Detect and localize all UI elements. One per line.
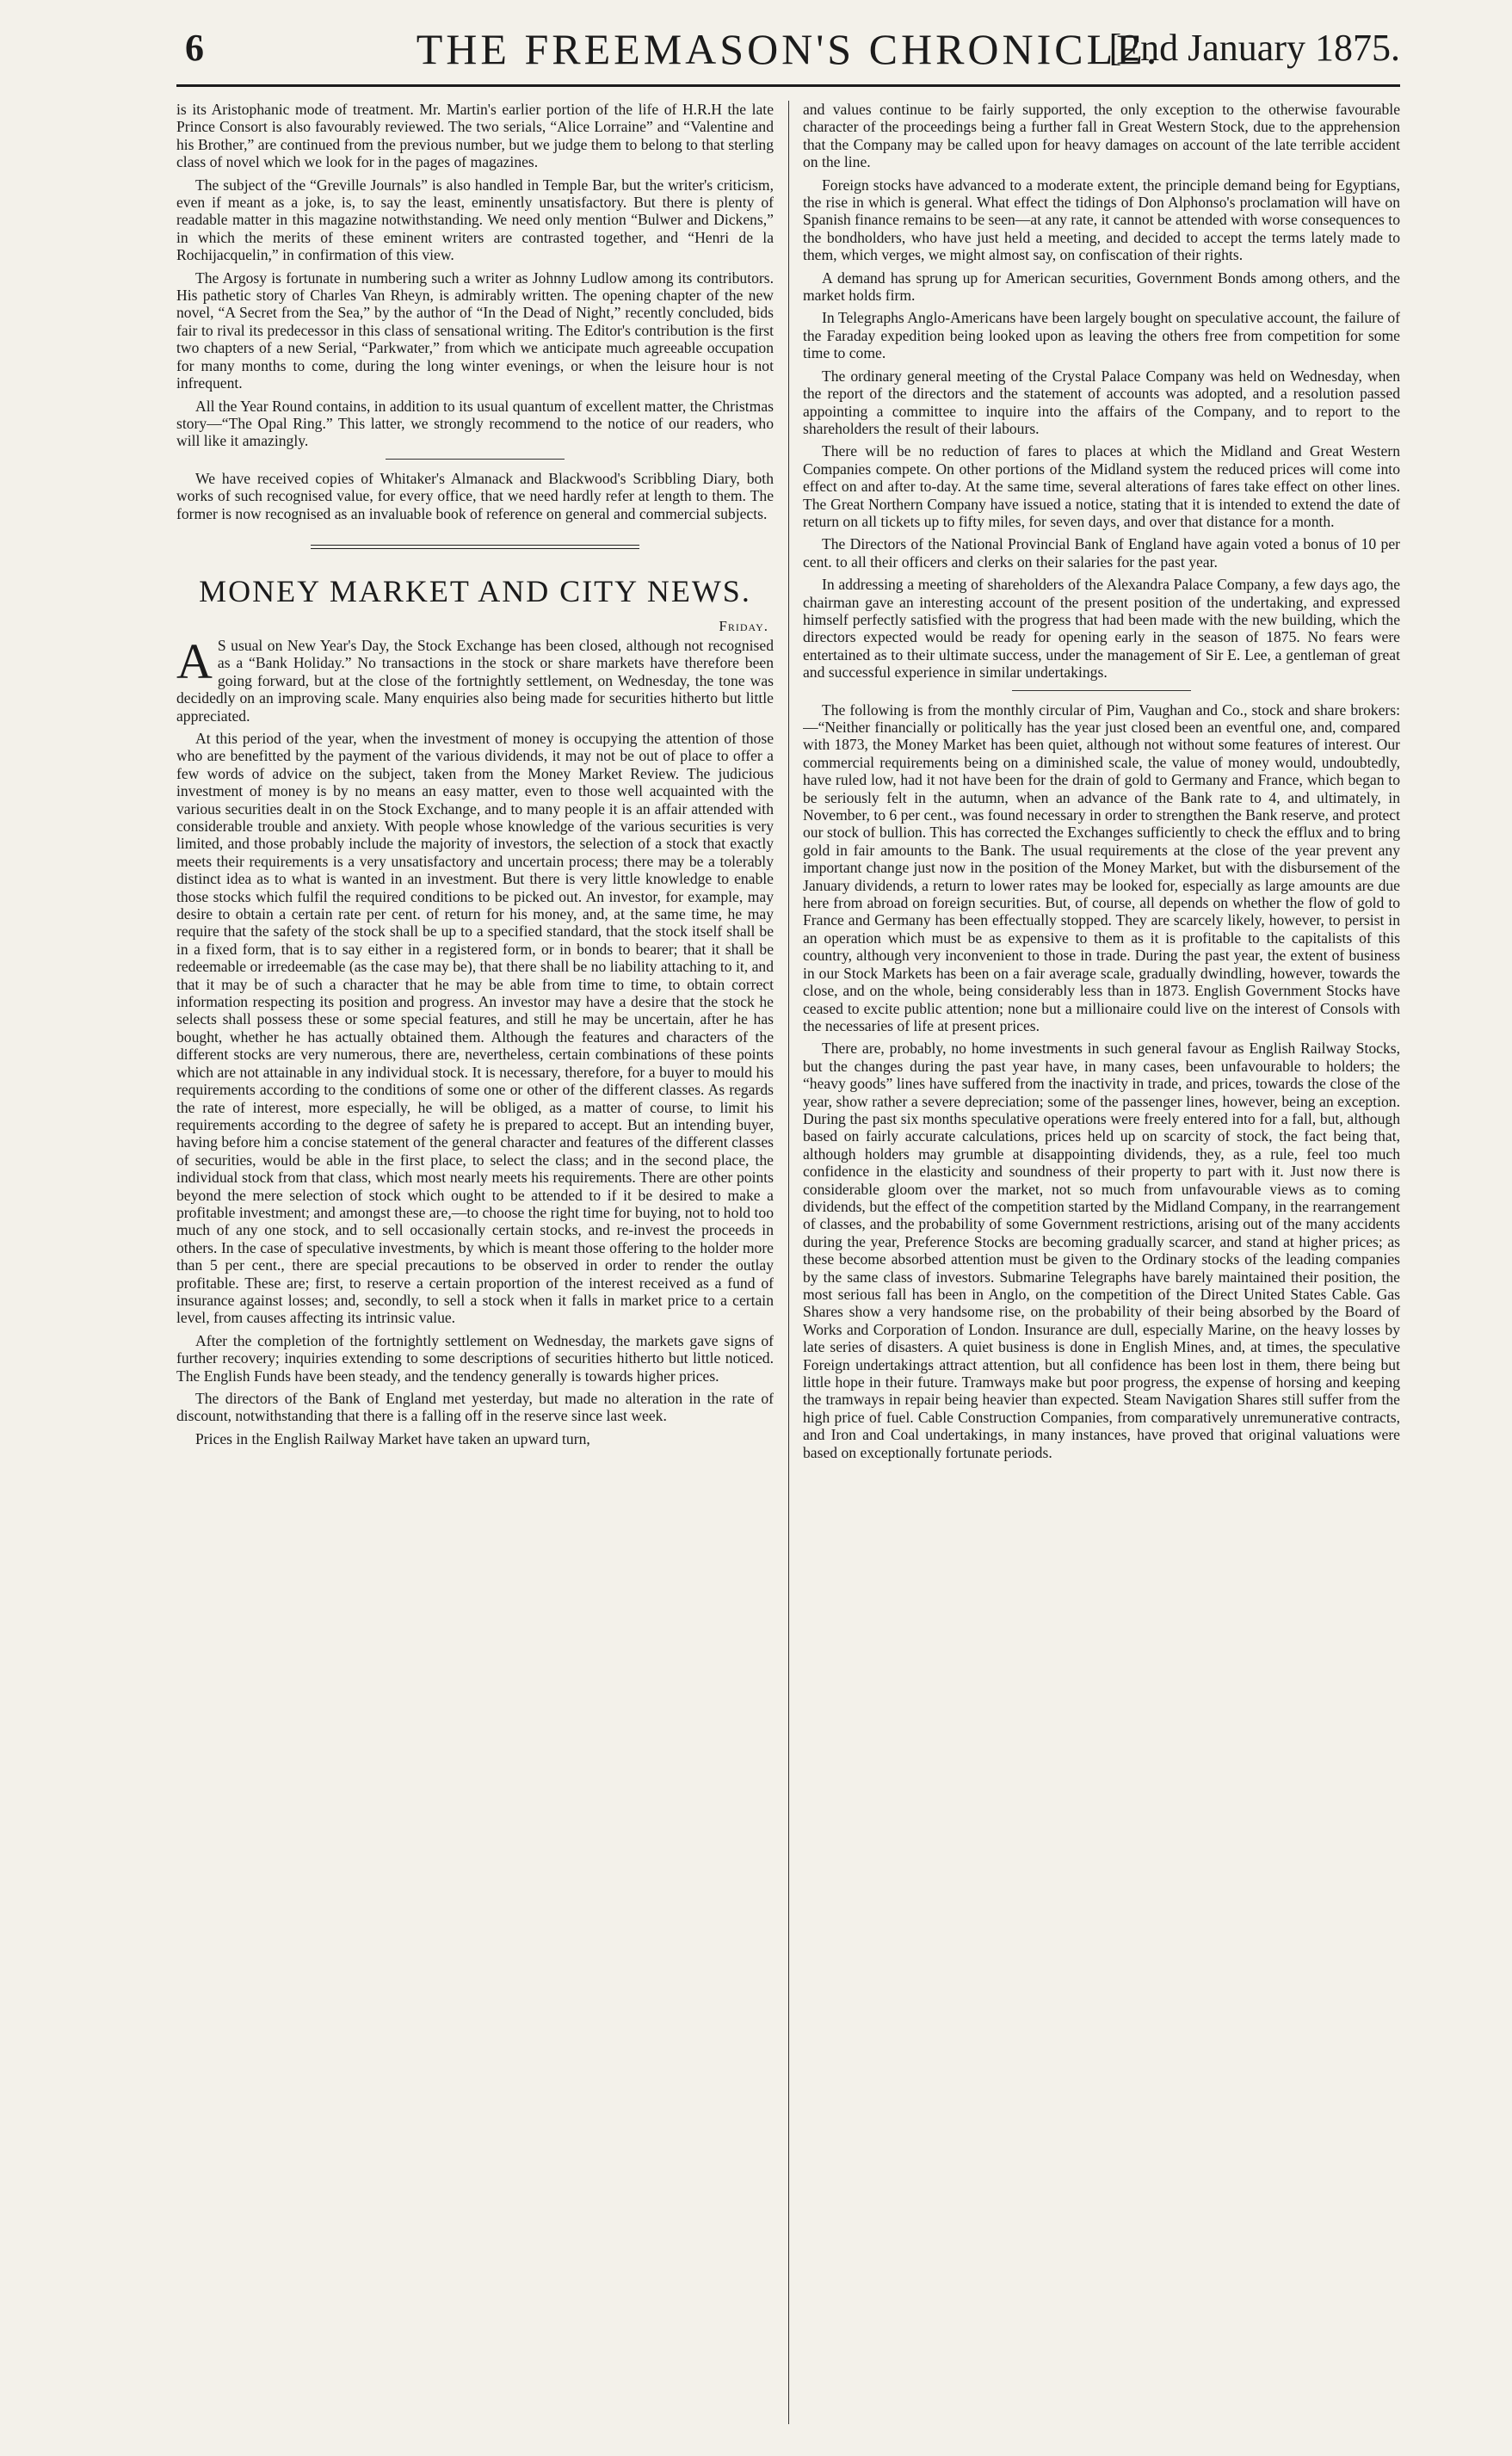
- section-heading: MONEY MARKET AND CITY NEWS.: [199, 573, 751, 608]
- paragraph: and values continue to be fairly supported, the only exception to the otherwise favourable character of the proceedings being a further fall in Great Western Stock, due to the apprehension that the Company may be called upon for heavy damages on account of the late terrible accident on the line.: [803, 101, 1400, 171]
- paragraph: is its Aristophanic mode of treatment. Mr. Martin's earlier portion of the life of H.R.H the late Prince Consort is also favourably reviewed. The two serials, “Alice Lorraine” and “Valentine and his Brother,” are continued from the previous number, but we judge them to belong to that sterling class of novel which we look for in the pages of magazines.: [176, 101, 774, 171]
- paragraph: In addressing a meeting of shareholders of the Alexandra Palace Company, a few days ago, the chairman gave an interesting account of the present position of the undertaking, and expressed himself perfectly satisfied with the progress that had been made with the new building, which the directors expected would be ready for opening early in the season of 1875. No fears were entertained as to their ultimate success, under the management of Sir E. Lee, a gentleman of great and successful experience in similar undertakings.: [803, 576, 1400, 682]
- lead-paragraph: [176, 633, 774, 725]
- article-columns: [176, 101, 1400, 2424]
- drop-cap: A: [176, 633, 213, 689]
- paragraph: A demand has sprung up for American securities, Government Bonds among others, and the market holds firm.: [803, 268, 1400, 305]
- paragraph: At this period of the year, when the investment of money is occupying the attention of those who are benefitted by the payment of the various dividends, it may not be out of place to offer a few words of advice on the subject, taken from the Money Market Review. The judicious investment of money is by no means an easy matter, even to those well acquainted with the various securities dealt in on the Stock Exchange, and to many people it is an affair attended with considerable trouble and anxiety. With people whose knowledge of the various securities is very limited, and those probably include the majority of investors, the selection of a stock that exactly meets their requirements is a very unsatisfactory and uncertain process; there may be a tolerably distinct idea as to what is wanted in an investment. But there is very little knowledge to enable those stocks which fulfil the required conditions to be picked out. An investor, for example, may desire to obtain a certain rate per cent. of return for his money, and, at the same time, he may require that the safety of the stock shall be up to a specified standard, that the stock itself shall be in a fixed form, that is to say either in a registered form, or in bonds to bearer; that it shall be redeemable or irredeemable (as the case may be), that there shall be no liability attaching to it, and that it may be of such a character that he may be able from time to time, to obtain correct information respecting its position and progress. An investor may have a desire that the stock he selects shall possess these or some special features, and still he may be uncertain, after he has bought, whether he has actually obtained them. Although the features and characters of the different stocks are very numerous, there are, nevertheless, certain combinations of these points which are not attainable in any individual stock. It is necessary, therefore, for a buyer to mould his requirements according to the conditions of some one or other of the different classes. As regards the rate of interest, more especially, he will be obliged, as a matter of course, to limit his requirements according to the degree of safety he is prepared to accept. But an intending buyer, having before him a concise statement of the general character and features of the different classes of securities, would be able in the first place, to select the class; and in the second place, the individual stock from that class, which most nearly meets his requirements. There are other points beyond the mere selection of stock which ought to be attended to if it be desired to make a profitable investment; and amongst these are,—to choose the right time for buying, not to hold too much of any one stock, and to sell occasionally certain stocks, and re-invest the proceeds in others. In the case of speculative investments, by which is meant those offering to the holder more than 5 per cent., there are special precautions to be observed in order to render the outlay profitable. These are; first, to reserve a certain proportion of the interest received as a fund of insurance against losses; and, secondly, to sell a stock when it falls in market price to a certain level, from causes affecting its intrinsic value.: [176, 729, 774, 1327]
- divider: [386, 459, 565, 460]
- paragraph: The Directors of the National Provincial Bank of England have again voted a bonus of 10 per cent. to all their officers and clerks on their salaries for the past year.: [803, 535, 1400, 571]
- issue-date: [2nd January 1875.: [1108, 27, 1400, 69]
- paragraph: We have received copies of Whitaker's Almanack and Blackwood's Scribbling Diary, both works of such recognised value, for every office, that we need hardly refer at length to them. The former is now recognised as an invaluable book of reference on general and commercial subjects.: [176, 469, 774, 522]
- paragraph: The ordinary general meeting of the Crystal Palace Company was held on Wednesday, when the report of the directors and the statement of accounts was adopted, and a resolution passed appointing a committee to inquire into the affairs of the Company, and to report to the shareholders the result of their labours.: [803, 367, 1400, 437]
- divider: [1012, 690, 1191, 691]
- right-column: [803, 101, 1400, 2424]
- paragraph: There will be no reduction of fares to places at which the Midland and Great Western Companies compete. On other portions of the Midland system the reduced prices will come into effect on and after to-day. At the same time, several alterations of fares take effect on other lines. The Great Northern Company have issued a notice, stating that it is intended to extend the date of return on all tickets up to fifty miles, for seven days, and over that distance for a month.: [803, 442, 1400, 530]
- paragraph: The subject of the “Greville Journals” is also handled in Temple Bar, but the writer's criticism, even if meant as a joke, is, to say the least, eminently unsatisfactory. But there is plenty of readable matter in this magazine notwithstanding. We need only mention “Bulwer and Dickens,” in which the merits of these eminent writers are contrasted together, and “Henri de la Rochijacquelin,” in confirmation of this view.: [176, 176, 774, 264]
- paragraph: After the completion of the fortnightly settlement on Wednesday, the markets gave signs of further recovery; inquiries extending to some descriptions of securities hitherto but little noticed. The English Funds have been steady, and the tendency generally is towards higher prices.: [176, 1331, 774, 1385]
- paragraph: Prices in the English Railway Market have taken an upward turn,: [195, 1429, 590, 1447]
- lead-paragraph-text: S usual on New Year's Day, the Stock Exchange has been closed, although not recognised as a “Bank Holiday.” No transactions in the stock or share markets have therefore been going forward, but at the close of the fortnightly settlement, on Wednesday, the tone was decidedly on an improving scale. Many enquiries also being made for securities hitherto but little appreciated.: [176, 636, 774, 725]
- paragraph: Foreign stocks have advanced to a moderate extent, the principle demand being for Egyptians, the rise in which is general. What effect the tidings of Don Alphonso's proclamation will have on Spanish finance remains to be seen—at any rate, it cannot be attended with worse consequences to the bondholders, who have just held a meeting, and decided to accept the terms lately made to them, which verges, we might almost say, on confiscation of their rights.: [803, 176, 1400, 264]
- section-divider: [311, 545, 639, 549]
- masthead: [176, 19, 1400, 87]
- paragraph: All the Year Round contains, in addition to its usual quantum of excellent matter, the Christmas story—“The Opal Ring.” This latter, we strongly recommend to the notice of our readers, who will like it amazingly.: [176, 397, 774, 450]
- paragraph: In Telegraphs Anglo-Americans have been largely bought on speculative account, the failure of the Faraday expedition being looked upon as leaving the others free from competition for some time to come.: [803, 309, 1400, 362]
- paragraph: The directors of the Bank of England met yesterday, but made no alteration in the rate of discount, notwithstanding that there is a falling off in the reserve since last week.: [176, 1390, 774, 1425]
- paragraph: The Argosy is fortunate in numbering such a writer as Johnny Ludlow among its contributors. His pathetic story of Charles Van Rheyn, is admirably written. The opening chapter of the new novel, “A Secret from the Sea,” by the author of “In the Dead of Night,” recently concluded, bids fair to rival its predecessor in this class of sensational writing. The Editor's contribution is the first two chapters of a new Serial, “Parkwater,” from which we anticipate much agreeable occupation for many months to come, during the long winter evenings, or when the leisure hour is not infrequent.: [176, 268, 774, 392]
- paragraph: There are, probably, no home investments in such general favour as English Railway Stocks, but the changes during the past year have, in many cases, been unfavourable to holders; the “heavy goods” lines have suffered from the inactivity in trade, and prices, towards the close of the year, show rather a severe depreciation; some of the passenger lines, however, being an exception. During the past six months speculative operations were freely entered into for a fall, but, although based on fairly accurate calculations, prices held up on scarcity of stock, the fact being that, although holders may grumble at disappointing dividends, they, as a rule, feel too much confidence in the elasticity and soundness of their property to part with it. Just now there is considerable gloom over the market, not so much from unfavourable views as to coming dividends, but the effect of the competition started by the Midland Company, in the rearrangement of classes, and the probability of some Government restrictions, arising out of the many accidents during the year, Preference Stocks are becoming gradually scarcer, and stand at higher prices; as these become absorbed attention must be given to the Ordinary stocks of the leading companies by the same class of investors. Submarine Telegraphs have barely maintained their position, the most serious fall has been in Anglo, on the competition of the Direct United States Cable. Gas Shares show a very handsome rise, on the probability of their being absorbed by the Board of Works and Corporation of London. Insurance are dull, especially Marine, on the heavy losses by late series of disasters. A quiet business is done in English Mines, and, at times, the speculative Foreign undertakings attract attention, but all confidence has been lost in them, there being but little hope in their future. Tramways make but poor progress, the expense of horsing and keeping the tramways in repair being heavier than expected. Steam Navigation Shares still suffer from the high price of fuel. Cable Construction Companies, from comparatively unremunerative contracts, and Iron and Coal undertakings, in many instances, have proved that original valuations were based on exceptionally fortunate periods.: [803, 1040, 1400, 1461]
- left-column: [176, 101, 774, 2424]
- paragraph: The following is from the monthly circular of Pim, Vaughan and Co., stock and share brokers:—“Neither financially or politically has the year just closed been an eventful one, and, compared with 1873, the Money Market has been quiet, although not without some features of interest. Our commercial requirements being on a diminished scale, the value of money would, undoubtedly, have ruled low, had it not have been for the drain of gold to Germany and France, which began to be seriously felt in the autumn, when an advance of the Bank rate to 4, and ultimately, in November, to 6 per cent., was found necessary in order to strengthen the Bank reserve, and protect our stock of bullion. This has corrected the Exchanges sufficiently to check the efflux and to bring gold in fair amounts to the Bank. The usual requirements at the close of the year prevent any important change just now in the position of the Money Market, but with the disbursement of the January dividends, a return to lower rates may be looked for, especially as large amounts are due here from abroad on foreign securities. But, of course, all depends on whether the flow of gold to France and Germany has been effectually stopped. They are scarcely likely, however, to persist in an operation which must be as expensive to them as it is profitable to the capitalists of this country, although very inconvenient to those in trade. During the past year, the extent of business in our Stock Markets has been on a fair average scale, gradually dwindling, however, towards the close, and on the whole, being considerably less than in 1873. English Government Stocks have ceased to excite public attention; none but a millionaire could live on the interest of Consols with the necessaries of life at present prices.: [803, 700, 1400, 1034]
- dateline: Friday.: [719, 617, 768, 634]
- newspaper-title: THE FREEMASON'S CHRONICLE.: [416, 25, 1161, 73]
- page-number: 6: [185, 27, 204, 69]
